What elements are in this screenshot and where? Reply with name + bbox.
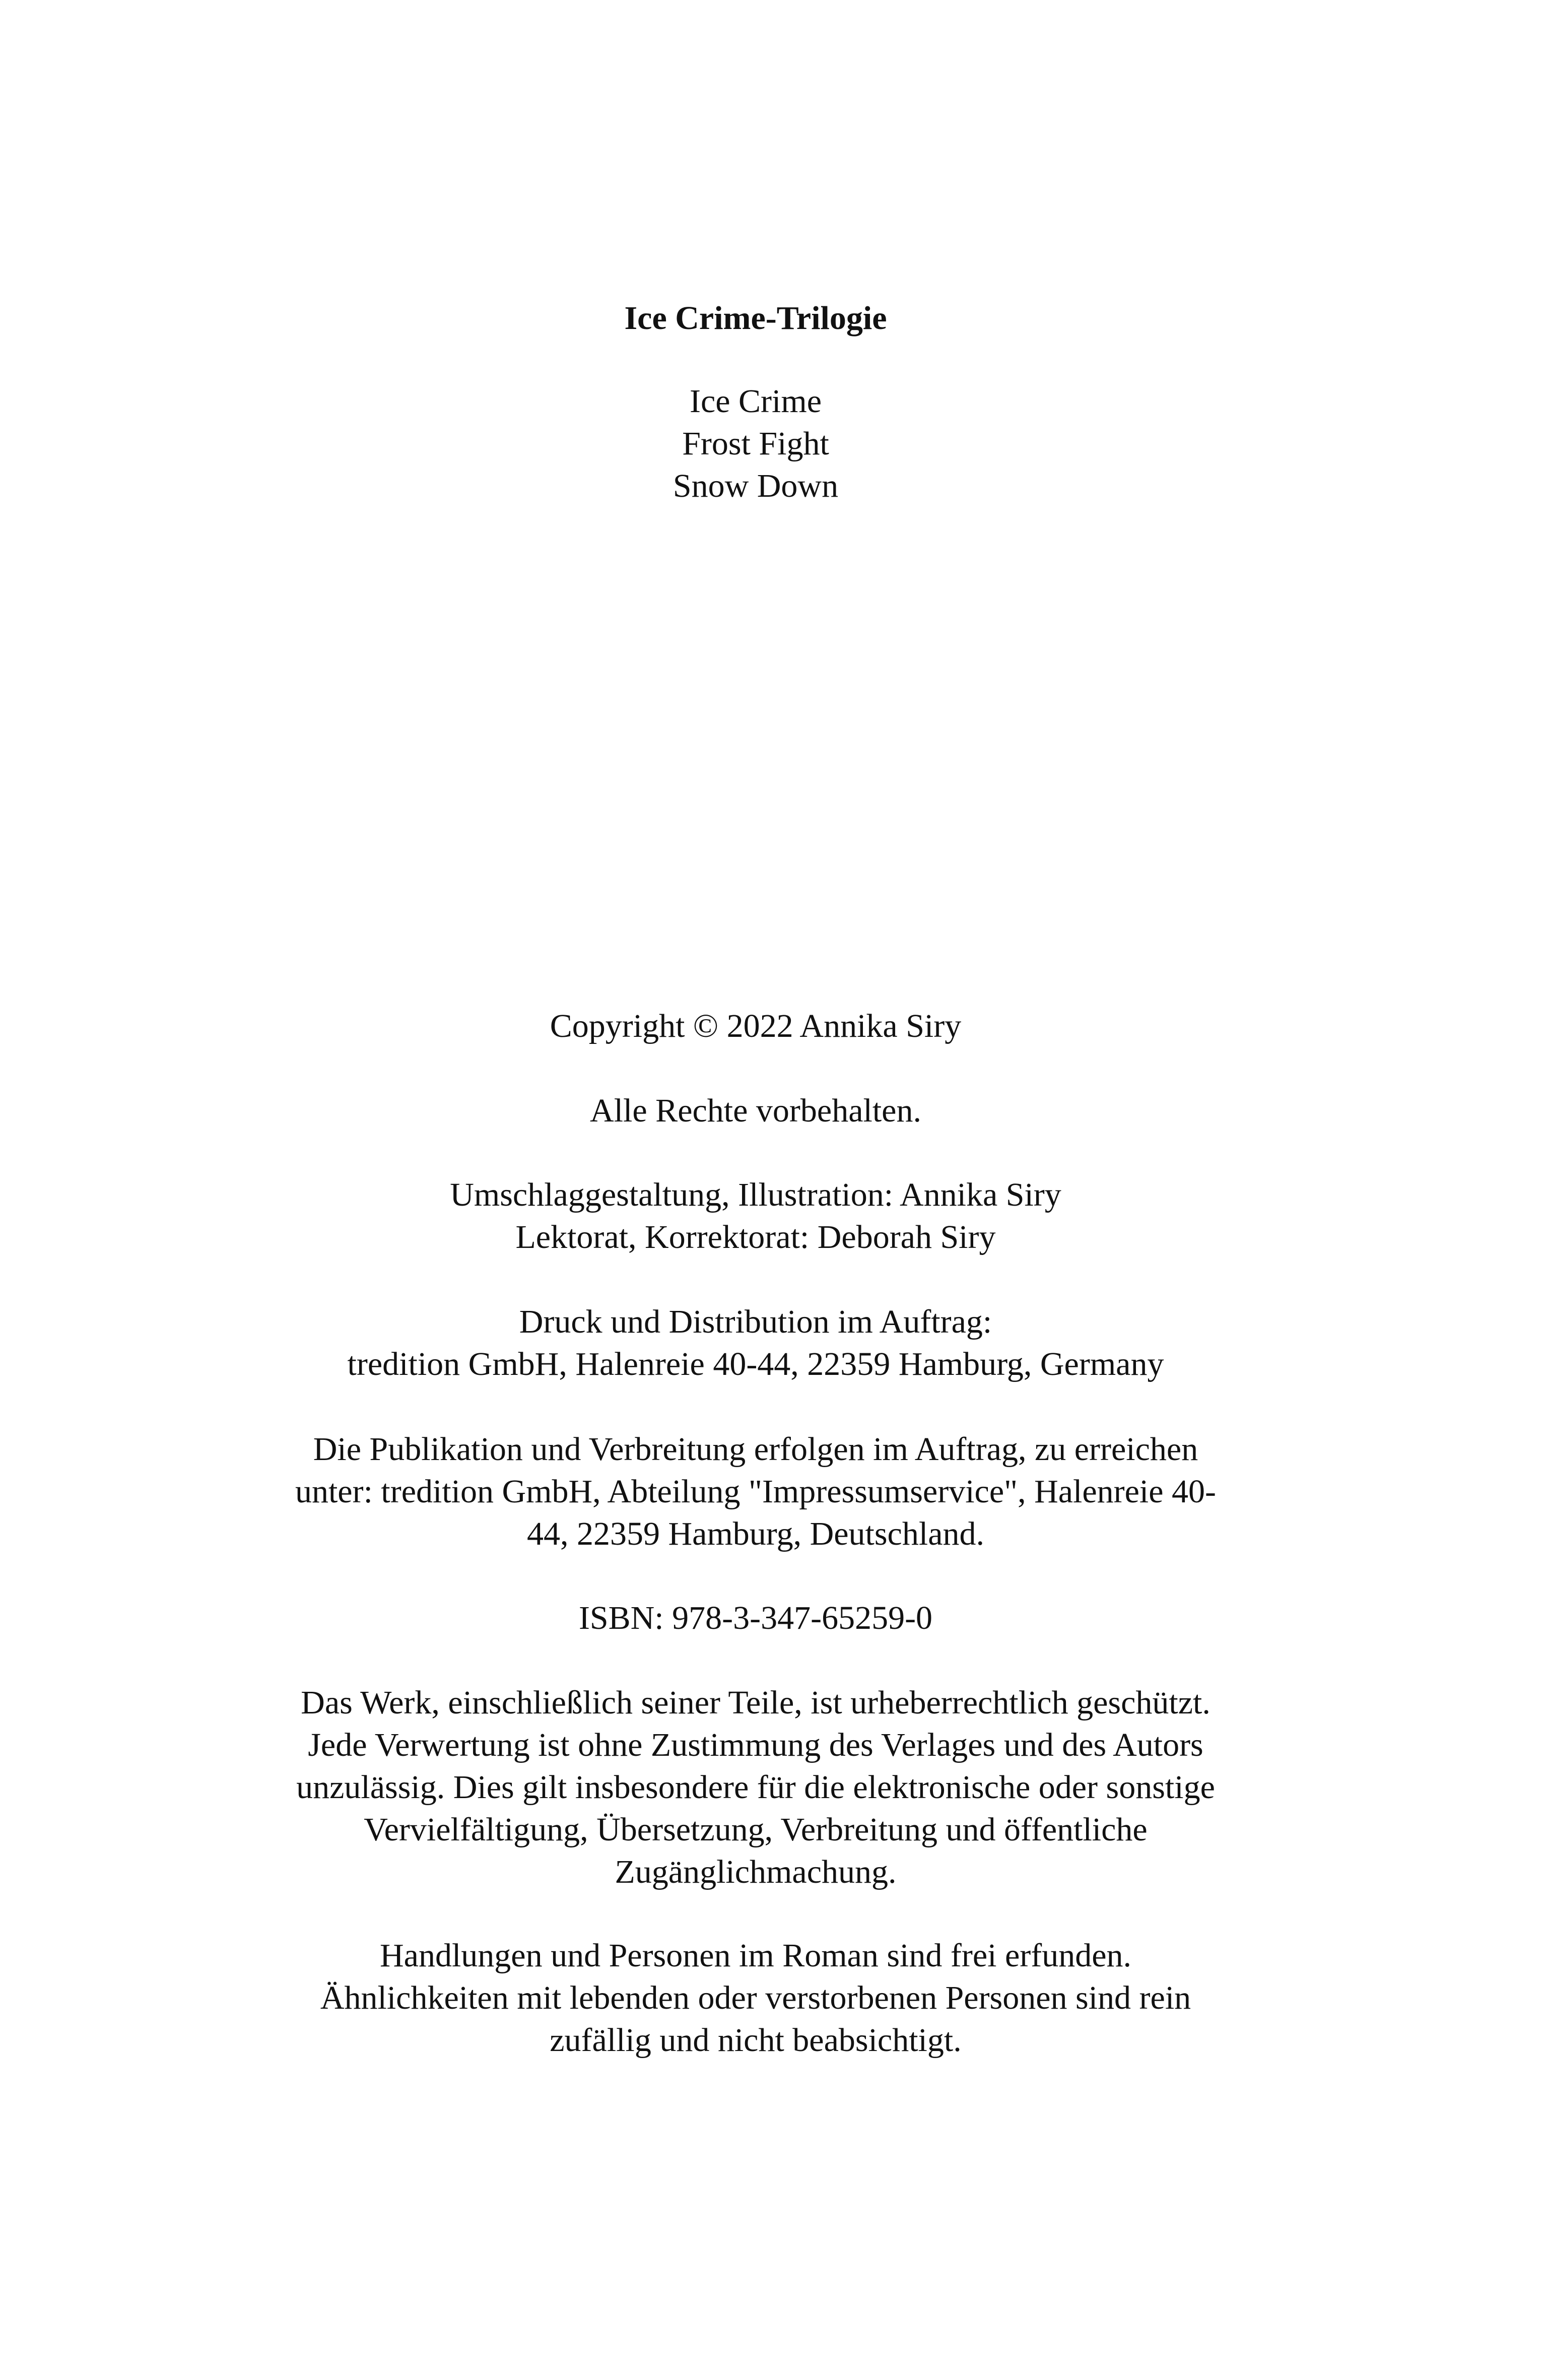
fiction-line: Handlungen und Personen im Roman sind frei erfunden. — [379, 1937, 1132, 1974]
series-book-2: Frost Fight — [682, 425, 829, 462]
isbn-number: ISBN: 978-3-347-65259-0 — [578, 1600, 933, 1636]
publication-line: 44, 22359 Hamburg, Deutschland. — [527, 1515, 984, 1552]
legal-line: Vervielfältigung, Übersetzung, Verbreitung und öffentliche — [364, 1811, 1148, 1848]
editing-credit: Lektorat, Korrektorat: Deborah Siry — [515, 1219, 996, 1255]
series-book-list — [242, 380, 1269, 507]
credits-block — [242, 1174, 1269, 1259]
series-title: Ice Crime-Trilogie — [624, 300, 887, 337]
legal-line: unzulässig. Dies gilt insbesondere für die elektronische oder sonstige — [296, 1769, 1215, 1806]
print-label: Druck und Distribution im Auftrag: — [519, 1303, 992, 1340]
print-distribution-block — [242, 1301, 1269, 1385]
publication-line: unter: tredition GmbH, Abteilung "Impressumservice", Halenreie 40- — [295, 1473, 1217, 1510]
rights-reserved: Alle Rechte vorbehalten. — [590, 1092, 921, 1129]
publication-block — [242, 1428, 1269, 1555]
fiction-line: zufällig und nicht beabsichtigt. — [550, 2022, 962, 2059]
copyright-notice: Copyright © 2022 Annika Siry — [550, 1008, 962, 1044]
legal-line: Zugänglichmachung. — [615, 1854, 897, 1890]
legal-line: Jede Verwertung ist ohne Zustimmung des Verlages und des Autors — [308, 1727, 1203, 1763]
cover-design-credit: Umschlaggestaltung, Illustration: Annika Siry — [450, 1176, 1061, 1213]
series-book-3: Snow Down — [672, 468, 839, 504]
series-book-1: Ice Crime — [689, 383, 822, 420]
publication-line: Die Publikation und Verbreitung erfolgen im Auftrag, zu erreichen — [313, 1431, 1198, 1468]
fiction-disclaimer-block — [242, 1935, 1269, 2062]
fiction-line: Ähnlichkeiten mit lebenden oder verstorbenen Personen sind rein — [320, 1979, 1191, 2016]
copyright-block — [242, 1005, 1269, 1047]
rights-block — [242, 1090, 1269, 1132]
print-address: tredition GmbH, Halenreie 40-44, 22359 Hamburg, Germany — [347, 1346, 1164, 1382]
series-title-block — [242, 297, 1269, 340]
legal-line: Das Werk, einschließlich seiner Teile, ist urheberrechtlich geschützt. — [301, 1684, 1210, 1721]
legal-notice-block — [242, 1682, 1269, 1893]
isbn-block — [242, 1597, 1269, 1639]
